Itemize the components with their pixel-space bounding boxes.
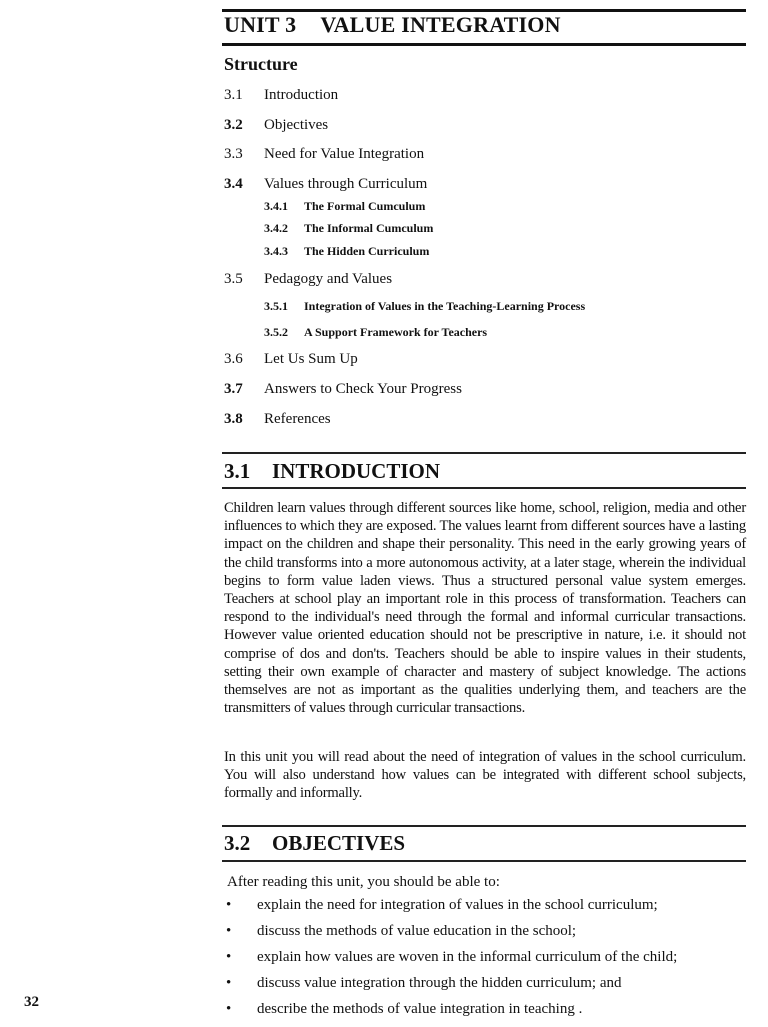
toc-item bbox=[224, 271, 392, 288]
toc-label: Objectives bbox=[264, 117, 329, 133]
bullet-icon: • bbox=[226, 923, 232, 939]
toc-subitem bbox=[264, 325, 487, 340]
toc-sub-label: A Support Framework for Teachers bbox=[304, 325, 488, 339]
toc-subitem bbox=[264, 299, 585, 314]
section-title: OBJECTIVES bbox=[272, 831, 406, 855]
structure-heading: Structure bbox=[224, 54, 298, 74]
toc-item bbox=[224, 87, 338, 104]
toc-label: References bbox=[264, 411, 331, 427]
bullet-icon: • bbox=[226, 949, 232, 965]
objectives-list bbox=[224, 897, 677, 1027]
unit-title bbox=[224, 12, 561, 38]
toc-sub-number: 3.4.2 bbox=[264, 221, 288, 235]
objective-text: describe the methods of value integration in teaching . bbox=[257, 1001, 583, 1017]
toc-item bbox=[224, 117, 328, 134]
objective-text: discuss value integration through the hidden curriculum; and bbox=[257, 975, 622, 991]
toc-sub-label: The Informal Cumculum bbox=[304, 221, 434, 235]
toc-item bbox=[224, 351, 358, 368]
list-item bbox=[224, 923, 677, 949]
toc-label: Need for Value Integration bbox=[264, 146, 425, 162]
toc-item bbox=[224, 176, 427, 193]
toc-number: 3.2 bbox=[224, 117, 243, 133]
objective-text: discuss the methods of value education in the school; bbox=[257, 923, 577, 939]
toc-number: 3.6 bbox=[224, 351, 243, 367]
toc-item bbox=[224, 411, 331, 428]
section-number: 3.2 bbox=[224, 831, 251, 855]
toc-subitem bbox=[264, 221, 433, 236]
section-rule-top bbox=[222, 452, 746, 454]
section-rule-bottom bbox=[222, 487, 746, 489]
toc-label: Introduction bbox=[264, 87, 339, 103]
unit-name: VALUE INTEGRATION bbox=[320, 12, 561, 37]
toc-number: 3.8 bbox=[224, 411, 243, 427]
unit-number: UNIT 3 bbox=[224, 12, 297, 37]
toc-sub-label: The Formal Cumculum bbox=[304, 199, 426, 213]
toc-sub-number: 3.5.2 bbox=[264, 325, 288, 339]
introduction-paragraph: In this unit you will read about the need of integration of values in the school curriculum. You will also understand how values can be integrated with different school subjects, formally and informally. bbox=[224, 749, 746, 802]
introduction-heading bbox=[224, 459, 440, 484]
toc-label: Let Us Sum Up bbox=[264, 351, 358, 367]
list-item bbox=[224, 975, 677, 1001]
toc-sub-number: 3.5.1 bbox=[264, 299, 288, 313]
page-number: 32 bbox=[24, 994, 39, 1010]
toc-item bbox=[224, 381, 462, 398]
toc-sub-label: The Hidden Curriculum bbox=[304, 244, 430, 258]
objectives-heading bbox=[224, 831, 405, 856]
section-number: 3.1 bbox=[224, 459, 251, 483]
toc-label: Pedagogy and Values bbox=[264, 271, 393, 287]
list-item bbox=[224, 1001, 677, 1027]
toc-item bbox=[224, 146, 424, 163]
introduction-paragraph: Children learn values through different sources like home, school, religion, media and other influences to which they are exposed. The values learnt from different sources have a lasting impact on the children and shape their personality. This need in the early growing years of the child transforms into a more autonomous activity, at a later stage, wherein the individual begins to form value laden views. Thus a structured personal value system emerges. Teachers at school play an important role in this process of transformation. Teachers can respond to the individual's need through the formal and informal curricular transactions. However value oriented education should not be prescriptive in nature, i.e. it should not comprise of dos and don'ts. Teachers should be able to inspire values in their students, setting their own example of character and mastery of subject knowledge. The actions themselves are not as important as the qualities underlying them, and teachers are the transmitters of values through curricular transactions. bbox=[224, 500, 746, 717]
toc-label: Values through Curriculum bbox=[264, 176, 428, 192]
section-rule-top bbox=[222, 825, 746, 827]
bullet-icon: • bbox=[226, 975, 232, 991]
header-rule-bottom bbox=[222, 43, 746, 46]
toc-number: 3.1 bbox=[224, 87, 243, 103]
objective-text: explain the need for integration of values in the school curriculum; bbox=[257, 897, 658, 913]
toc-number: 3.3 bbox=[224, 146, 243, 162]
bullet-icon: • bbox=[226, 1001, 232, 1017]
toc-sub-number: 3.4.1 bbox=[264, 199, 288, 213]
toc-subitem bbox=[264, 244, 429, 259]
toc-sub-label: Integration of Values in the Teaching-Learning Process bbox=[304, 299, 586, 313]
toc-number: 3.7 bbox=[224, 381, 243, 397]
toc-label: Answers to Check Your Progress bbox=[264, 381, 462, 397]
list-item bbox=[224, 949, 677, 975]
toc-sub-number: 3.4.3 bbox=[264, 244, 288, 258]
list-item bbox=[224, 897, 677, 923]
toc-subitem bbox=[264, 199, 425, 214]
section-title: INTRODUCTION bbox=[272, 459, 441, 483]
section-rule-bottom bbox=[222, 860, 746, 862]
bullet-icon: • bbox=[226, 897, 232, 913]
objectives-intro: After reading this unit, you should be able to: bbox=[227, 874, 500, 890]
toc-number: 3.5 bbox=[224, 271, 243, 287]
objective-text: explain how values are woven in the informal curriculum of the child; bbox=[257, 949, 678, 965]
toc-number: 3.4 bbox=[224, 176, 243, 192]
